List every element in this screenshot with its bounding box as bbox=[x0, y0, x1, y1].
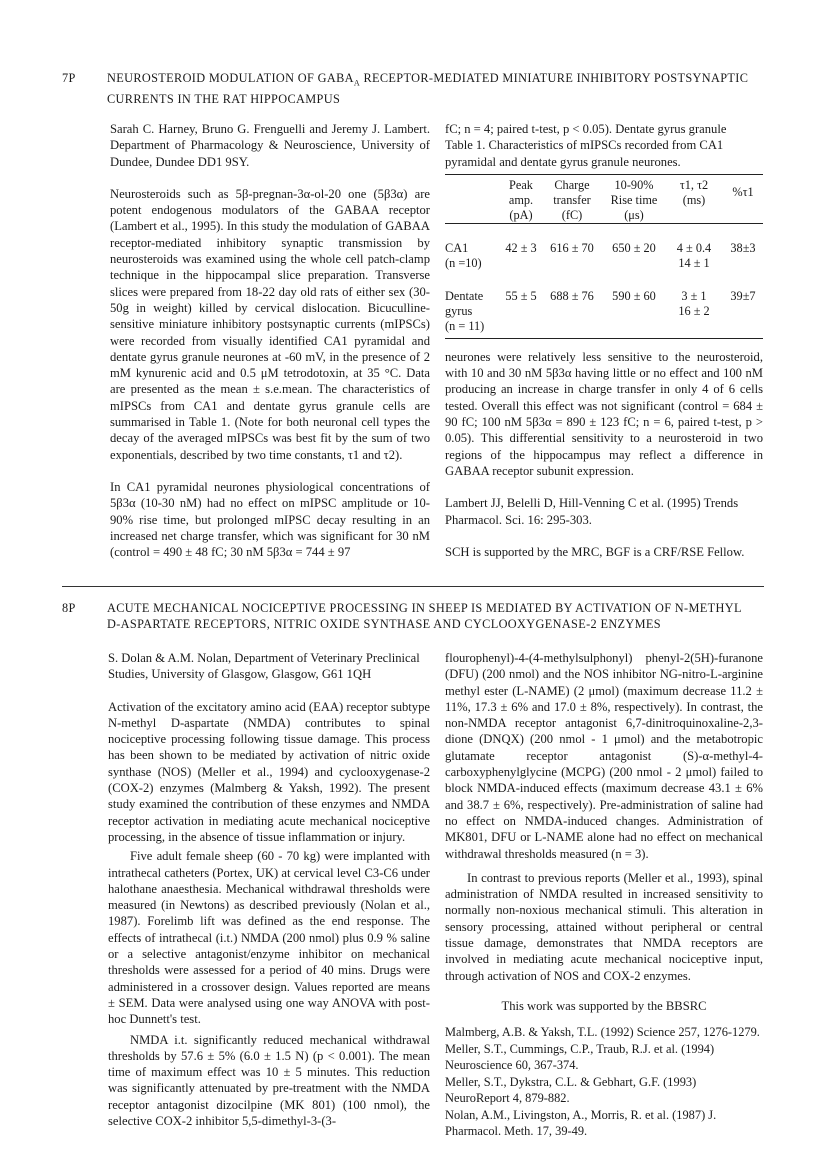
abstract-title: ACUTE MECHANICAL NOCICEPTIVE PROCESSING IN SHEEP IS MEDIATED BY ACTIVATION OF N-METHYL bbox=[107, 601, 742, 615]
abstract-7p-right-column bbox=[445, 121, 763, 560]
body-paragraph: Five adult female sheep (60 - 70 kg) were implanted with intrathecal catheters (Portex, UK) at cervical level C3-C6 under halothane anaesthesia. Mechanical withdrawal thresholds were measured (in Newtons) as described previously (Nolan et al., 1987). Forelimb lift was defined as the end response. The effects of intrathecal (i.t.) NMDA (200 nmol) plus 0.9 % saline or a selective antagonist/enzyme inhibitor on mechanical thresholds were assessed for a period of 40 mins. Drugs were administered in a crossover design. Values reported are means ± SEM. Data were analysed using one way ANOVA with post-hoc Dunnett's test. bbox=[108, 849, 430, 1027]
abstract-number: 7P bbox=[62, 71, 76, 85]
table-header-row: Peak amp. (pA) Charge transfer (fC) 10-90% Rise time (μs) τ1, τ2 (ms) %τ1 bbox=[445, 174, 763, 223]
abstract-7p-header bbox=[62, 70, 767, 107]
body-paragraph: In CA1 pyramidal neurones physiological concentrations of 5β3α (10-30 nM) had no effect on mIPSC amplitude or 10-90% rise time, but prolonged mIPSC decay resulting in an increased net charge transfer, which was significant for 30 nM (control = 490 ± 48 fC; 30 nM 5β3α = 744 ± 97 bbox=[110, 479, 430, 560]
abstract-title-line2: D-ASPARTATE RECEPTORS, NITRIC OXIDE SYNTHASE AND CYCLOOXYGENASE-2 ENZYMES bbox=[107, 617, 661, 631]
funding-note: This work was supported by the BBSRC bbox=[501, 998, 707, 1013]
reference: Malmberg, A.B. & Yaksh, T.L. (1992) Science 257, 1276-1279. bbox=[445, 1025, 760, 1040]
abstract-title-line2: CURRENTS IN THE RAT HIPPOCAMPUS bbox=[107, 92, 341, 107]
body-paragraph: In contrast to previous reports (Meller et al., 1993), spinal administration of NMDA resulted in increased sensitivity to normally non-noxious mechanical stimuli. This alteration in sensory processing, attained without peripheral or central tissue damage, demonstrates that NMDA receptors are involved in mediating acute mechanical nociceptive input, through activation of NOS and COX-2 enzymes. bbox=[445, 870, 763, 983]
table-row: Dentate gyrus (n = 11) 55 ± 5 688 ± 76 590 ± 60 3 ± 1 16 ± 2 39±7 bbox=[445, 288, 756, 333]
reference: Meller, S.T., Dykstra, C.L. & Gebhart, G.F. (1993) NeuroReport 4, 879-882. bbox=[445, 1074, 697, 1106]
abstract-8p-left-column bbox=[108, 650, 430, 1129]
reference-list bbox=[445, 1024, 763, 1140]
table-bottom-rule bbox=[445, 338, 763, 339]
body-paragraph: Neurosteroids such as 5β-pregnan-3α-ol-20 one (5β3α) are potent endogenous modulators of the GABAA receptor (Lambert et al., 1995). In this study the modulation of GABAA receptor-mediated inhibitory synaptic transmission by neurosteroids was examined using the whole cell patch-clamp technique in the hippocampal slice preparation. Transverse slices were prepared from 18-22 day old rats of either sex (30-50g in weight) killed by cervical dislocation. Bicuculline-sensitive miniature inhibitory postsynaptic currents (mIPSCs) were recorded from visually identified CA1 pyramidal and dentate gyrus granule neurones at -60 mV, in the presence of 2 mM kynurenic acid and 0.5 μM tetrodotoxin, at 35 °C. Data are presented as the mean ± s.e.mean. The characteristics of mIPSCs from CA1 and dentate gyrus granule cells are summarised in Table 1. (Note for both neuronal cell types the decay of the averaged mIPSCs was best fit by the sum of two exponentials, described by two time constants, τ1 and τ2). bbox=[110, 186, 430, 462]
reference: Meller, S.T., Cummings, C.P., Traub, R.J. et al. (1994) Neuroscience 60, 367-374. bbox=[445, 1041, 715, 1073]
abstract-8p-header bbox=[62, 600, 767, 632]
body-paragraph: fC; n = 4; paired t-test, p < 0.05). Dentate gyrus granule bbox=[445, 122, 727, 136]
abstract-title: NEUROSTEROID MODULATION OF $GABA_A$ RECEPTOR-MEDIATED MINIATURE INHIBITORY POSTSYNAPTIC bbox=[107, 71, 749, 88]
abstract-number: 8P bbox=[62, 601, 76, 615]
body-paragraph: flourophenyl)-4-(4-methylsulphonyl) phenyl-2(5H)-furanone (DFU) (200 nmol) and the NOS inhibitor NG-nitro-L-arginine methyl ester (L-NAME) (2 μmol) (maximum decrease 11.2 ± 11%, 17.3 ± 6% and 17.0 ± 8%, respectively). In contrast, the non-NMDA receptor antagonist 6,7-dinitroquinoxaline-2,3-dione (DNQX) (200 nmol - 1 μmol) and the metabotropic glutamate receptor antagonist (S)-α-methyl-4-carboxyphenylglycine (MCPG) (200 nmol - 2 μmol) failed to block NMDA-induced effects (maximum decrease 43.1 ± 6% and 38.7 ± 6%, respectively). Pre-administration of saline had no effect on NMDA-induced changes. Administration of MK801, DFU or L-NAME alone had no effect on mechanical withdrawal thresholds measured (n = 3). bbox=[445, 651, 763, 861]
reference: Nolan, A.M., Livingston, A., Morris, R. et al. (1987) J. Pharmacol. Meth. 17, 39-49. bbox=[445, 1107, 717, 1139]
funding-note: SCH is supported by the MRC, BGF is a CRF/RSE Fellow. bbox=[445, 544, 745, 559]
abstract-8p-right-column bbox=[445, 650, 763, 1140]
table-caption: Table 1. Characteristics of mIPSCs recorded from CA1 pyramidal and dentate gyrus granule neurones. bbox=[445, 138, 724, 169]
reference: Lambert JJ, Belelli D, Hill-Venning C et al. (1995) Trends Pharmacol. Sci. 16: 295-303. bbox=[445, 496, 739, 527]
body-paragraph: neurones were relatively less sensitive to the neurosteroid, with 10 and 30 nM 5β3α having little or no effect and 100 nM producing an increase in charge transfer in only 4 of 6 cells tested. Overall this effect was not significant (control = 684 ± 90 fC; 100 nM 5β3α = 890 ± 123 fC; n = 6, paired t-test, p > 0.05). This differential sensitivity to a neurosteroid in two regions of the hippocampus may reflect a difference in GABAA receptor subunit expression. bbox=[445, 349, 763, 478]
authors: S. Dolan & A.M. Nolan, Department of Veterinary Preclinical Studies, University of Glasgow, Glasgow, G61 1QH bbox=[108, 651, 420, 682]
table-1 bbox=[445, 174, 763, 339]
authors: Sarah C. Harney, Bruno G. Frenguelli and Jeremy J. Lambert. Department of Pharmacology & Neuroscience, University of Dundee, Dundee DD1 9SY. bbox=[110, 122, 430, 169]
table-row: CA1 (n =10) 42 ± 3 616 ± 70 650 ± 20 4 ± 0.4 14 ± 1 38±3 bbox=[445, 223, 763, 271]
section-divider bbox=[62, 586, 764, 587]
body-paragraph: NMDA i.t. significantly reduced mechanical withdrawal thresholds by 57.6 ± 5% (6.0 ± 1.5 N) (p < 0.001). The mean time of maximum effect was 10 ± 5 minutes. This reduction was significantly attenuated by pre-treatment with the NMDA receptor antagonist dizocilpine (MK 801) (100 nmol), the selective COX-2 inhibitor 5,5-dimethyl-3-(3- bbox=[108, 1032, 430, 1129]
body-paragraph: Activation of the excitatory amino acid (EAA) receptor subtype N-methyl D-aspartate (NMDA) contributes to spinal nociceptive processing following tissue damage. This process has been shown to be mediated by activation of nitric oxide synthase (NOS) (Meller et al., 1994) and cyclooxygenase-2 (COX-2) enzymes (Malmberg & Yaksh, 1992). The present study examined the contribution of these enzymes and NMDA receptor activation in mediating acute mechanical nociceptive processing, in the absence of tissue inflammation or injury. bbox=[108, 699, 430, 844]
abstract-7p-left-column bbox=[110, 121, 430, 560]
